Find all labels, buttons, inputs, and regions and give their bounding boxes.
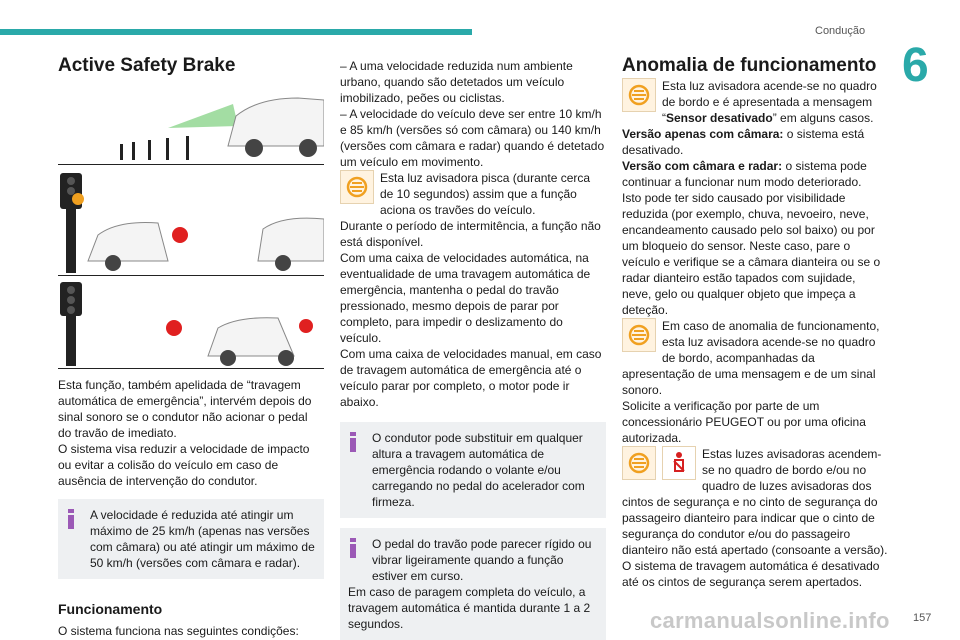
intro-paragraph: Esta função, também apelidada de “travagem automática de emergência”, intervém depois do sinal sonoro se o condutor não acionar o pedal do travão de imediato. xyxy=(58,378,312,440)
sensor-message-text: Esta luz avisadora acende-se no quadro de bordo e é apresentada a mensagem “Sensor desativado” em alguns casos. xyxy=(662,79,877,125)
illustration-traffic-light xyxy=(58,165,324,276)
brake-lamp-icon xyxy=(622,446,656,480)
condition-speed: – A velocidade do veículo deve ser entre 10 km/h e 85 km/h (versões só com câmara) ou 140 km/h (versões com câmara e radar) quando é detetado um veículo em movimento. xyxy=(340,107,605,169)
header-accent-bar xyxy=(0,29,472,35)
cause-text: Isto pode ter sido causado por visibilidade reduzida (por exemplo, chuva, nevoeiro, neve, encandeamento causado pelo sol baixo) ou por um bloqueio do sensor. Neste caso, pare o veículo e verifique se a câmara dianteira ou se o radar dianteiro estão tapados com sujidade, neve, gelo ou qualquer objeto que impeça a deteção. xyxy=(622,191,881,317)
seatbelt-text: Estas luzes avisadoras acendem-se no quadro de bordo e/ou no quadro de luzes avisadoras dos cintos de segurança e no cinto de segurança do passageiro dianteiro para indicar que o cinto de segurança do condutor e/ou do passageiro dianteiro não está apertado (consoante a versão). O sistema de travagem automática é desativado até os cintos de segurança serem apertados. xyxy=(622,447,888,589)
full-stop-note-text: Em caso de paragem completa do veículo, a travagem automática é mantida durante 1 a 2 segundos. xyxy=(348,585,591,631)
flashing-period-text: Durante o período de intermitência, a função não está disponível. xyxy=(340,219,601,249)
middle-column xyxy=(340,58,606,640)
info-icon xyxy=(350,538,356,558)
condition-urban: – A uma velocidade reduzida num ambiente urbano, quando são detetados um veículo imobilizado, peões ou ciclistas. xyxy=(340,59,573,105)
info-note-text: A velocidade é reduzida até atingir um máximo de 25 km/h (apenas nas versões com câmara) ou até atingir um máximo de 50 km/h (versões com câmara e radar). xyxy=(90,508,315,570)
subtitle-funcionamento: Funcionamento xyxy=(58,601,163,617)
malfunction-text: Em caso de anomalia de funcionamento, esta luz avisadora acende-se no quadro de bordo, acompanhadas da apresentação de uma mensagem e de um sinal sonoro. xyxy=(622,319,880,397)
info-note-override xyxy=(340,422,606,518)
page-title: Active Safety Brake xyxy=(58,55,236,76)
illustration-car-approach xyxy=(58,86,324,165)
flashing-lamp-text: Esta luz avisadora pisca (durante cerca de 10 segundos) assim que a função aciona os travões do veículo. xyxy=(380,171,591,217)
right-column xyxy=(622,55,888,590)
camera-only-text: Versão apenas com câmara: o sistema está desativado. xyxy=(622,127,865,157)
conditions-text: O sistema funciona nas seguintes condições: xyxy=(58,624,299,638)
left-column xyxy=(58,55,324,639)
sensor-warning-lamp-icon xyxy=(622,78,656,112)
illustration-emergency-brake xyxy=(58,276,324,369)
info-icon xyxy=(350,432,356,452)
camera-radar-text: Versão com câmara e radar: o sistema pode continuar a funcionar num modo deteriorado. xyxy=(622,159,867,189)
seatbelt-lamp-icon xyxy=(662,446,696,480)
watermark: carmanualsonline.info xyxy=(650,608,890,633)
page-number: 157 xyxy=(913,612,932,624)
pedal-note-text: O pedal do travão pode parecer rígido ou vibrar ligeiramente quando a função estiver em curso. xyxy=(372,537,592,583)
section-label: Condução xyxy=(815,25,866,37)
info-icon xyxy=(68,509,74,529)
info-note-pedal xyxy=(340,528,606,640)
malfunction-title: Anomalia de funcionamento xyxy=(622,55,877,76)
dealer-check-text: Solicite a verificação por parte de um concessionário PEUGEOT ou por uma oficina autorizada. xyxy=(622,399,866,445)
automatic-gearbox-text: Com uma caixa de velocidades automática, na eventualidade de uma travagem automática de emergência, mantenha o pedal do travão pressionado, mesmo depois de parar por completo, para impedir o deslizamento do veículo. xyxy=(340,251,591,345)
info-note xyxy=(58,499,324,579)
intro-paragraph-2: O sistema visa reduzir a velocidade de impacto ou evitar a colisão do veículo em caso de ausência de intervenção do condutor. xyxy=(58,442,310,488)
override-note-text: O condutor pode substituir em qualquer altura a travagem automática de emergência rodando o volante e/ou carregando no pedal do acelerador com firmeza. xyxy=(372,431,585,509)
brake-warning-lamp-icon xyxy=(340,170,374,204)
chapter-number: 6 xyxy=(902,39,929,92)
manual-gearbox-text: Com uma caixa de velocidades manual, em caso de travagem automática de emergência até o veículo parar por completo, o motor pode ir abaixo. xyxy=(340,347,602,409)
malfunction-lamp-icon xyxy=(622,318,656,352)
